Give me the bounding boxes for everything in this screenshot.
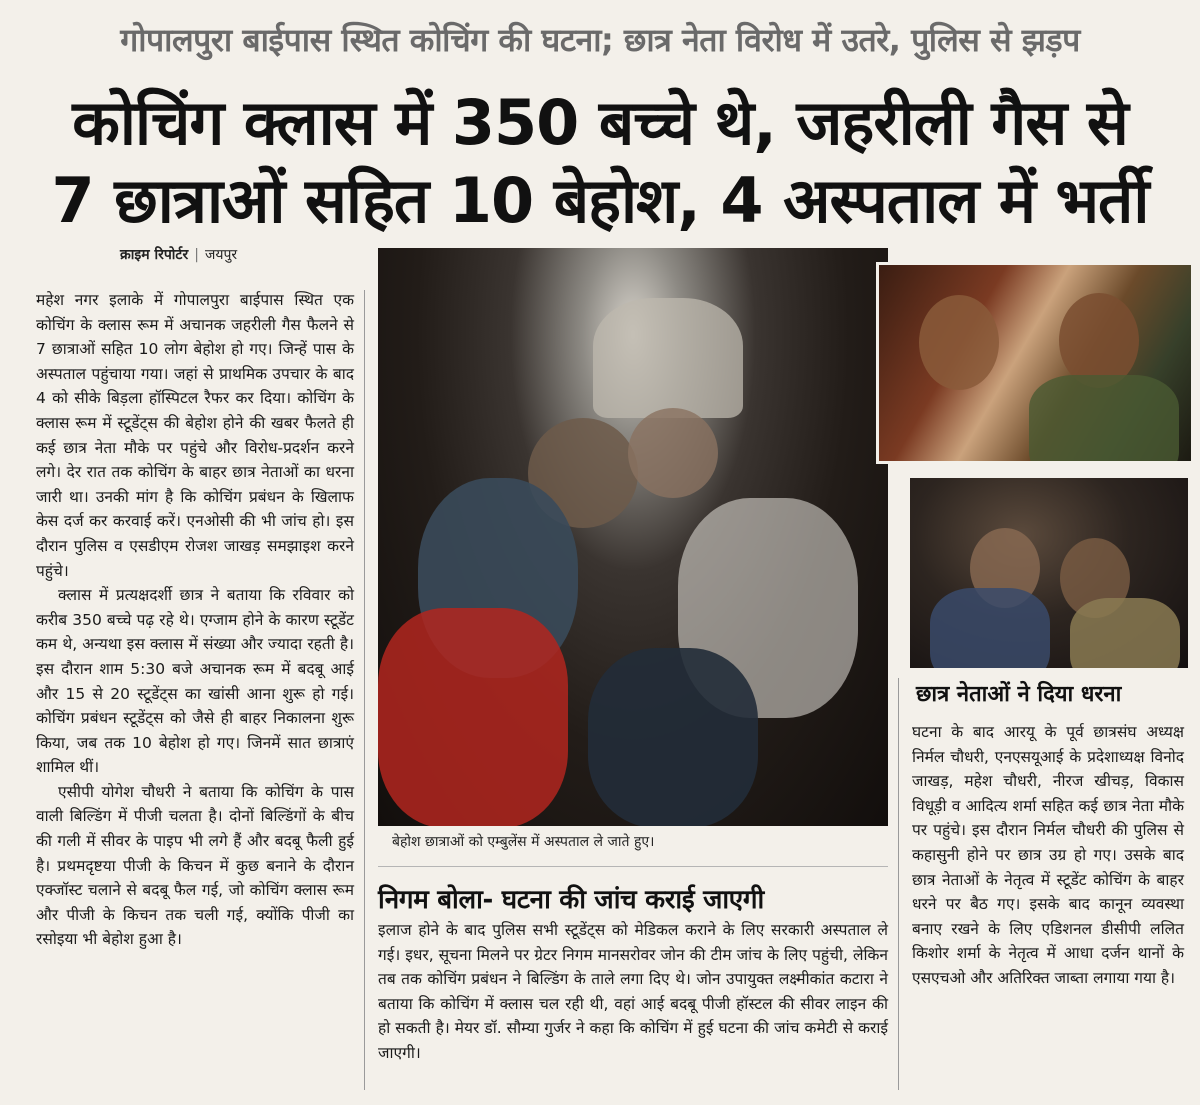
right-paragraph: घटना के बाद आरयू के पूर्व छात्रसंघ अध्यक्ष निर्मल चौधरी, एनएसयूआई के प्रदेशाध्यक्ष विनोद जाखड़, महेश चौधरी, नीरज खीचड़, विकास विधूड़ी व आदित्य शर्मा सहित कई छात्र नेता मौके पर पहुंचे। इस दौरान निर्मल चौधरी की पुलिस से कहासुनी होने पर छात्र उग्र हो गए। उसके बाद छात्र नेताओं के नेतृत्व में स्टूडेंट कोचिंग के बाहर धरने पर बैठ गए। इसके बाद कानून व्यवस्था बनाए रखने के लिए एडिशनल डीसीपी ललित किशोर शर्मा के नेतृत्व में आधा दर्जन थानों के एसएचओ और अतिरिक्त जाब्ता लगाया गया है। bbox=[912, 723, 1184, 987]
left-column-text bbox=[36, 288, 354, 952]
headline-line-1: कोचिंग क्लास में 350 बच्चे थे, जहरीली गैस से bbox=[72, 86, 1128, 159]
byline bbox=[120, 245, 237, 264]
column-divider-left bbox=[364, 290, 365, 1090]
left-paragraph-3: एसीपी योगेश चौधरी ने बताया कि कोचिंग के पास वाली बिल्डिंग में पीजी चलता है। दोनों बिल्डिंगों के बीच की गली में सीवर के पाइप भी लगे हैं और बदबू फैली हुई है। प्रथमदृष्टया पीजी के किचन में कुछ बनाने के दौरान एक्जॉस्ट चलाने से बदबू फैल गई, जो कोचिंग क्लास रूम और पीजी के किचन तक चली गई, क्योंकि पीजी का रसोइया भी बेहोश हुआ है। bbox=[36, 782, 354, 949]
inset-photo-students bbox=[876, 262, 1194, 464]
middle-paragraph: इलाज होने के बाद पुलिस सभी स्टूडेंट्स को मेडिकल कराने के लिए सरकारी अस्पताल ले गई। इधर, सूचना मिलने पर ग्रेटर निगम मानसरोवर जोन की टीम जांच के लिए पहुंची, लेकिन तब तक कोचिंग प्रबंधन ने बिल्डिंग के ताले लगा दिए थे। जोन उपायुक्त लक्ष्मीकांत कटारा ने बताया कि कोचिंग में क्लास चल रही थी, वहां आई बदबू पीजी हॉस्टल की सीवर लाइन की हो सकती है। मेयर डॉ. सौम्या गुर्जर ने कहा कि कोचिंग में हुई घटना की जांच कमेटी से कराई जाएगी। bbox=[378, 921, 888, 1062]
student-face bbox=[919, 295, 999, 390]
caption-divider bbox=[378, 866, 888, 867]
student-face bbox=[1059, 293, 1139, 388]
byline-separator: | bbox=[194, 247, 199, 263]
crowd-figure bbox=[628, 408, 718, 498]
photo-caption: बेहोश छात्राओं को एम्बुलेंस में अस्पताल ले जाते हुए। bbox=[392, 834, 655, 850]
column-divider-right bbox=[898, 678, 899, 1090]
crowd-figure bbox=[588, 648, 758, 826]
left-paragraph-2: क्लास में प्रत्यक्षदर्शी छात्र ने बताया कि रविवार को करीब 350 बच्चे पढ़ रहे थे। एग्जाम होने के कारण स्टूडेंट कम थे, अन्यथा इस क्लास में संख्या और ज्यादा रहती है। इस दौरान शाम 5:30 बजे अचानक रूम में बदबू आई और 15 से 20 स्टूडेंट्स का खांसी आना शुरू हो गई। कोचिंग प्रबंधन स्टूडेंट्स को जैसे ही बाहर निकालना शुरू किया, जब तक 10 बेहोश हो गए। जिनमें सात छात्राएं शामिल थीं। bbox=[36, 586, 354, 777]
headline-line-2: 7 छात्राओं सहित 10 बेहोश, 4 अस्पताल में भर्ती bbox=[51, 164, 1149, 237]
red-jacket-figure bbox=[378, 608, 568, 826]
camouflage-jacket bbox=[1029, 375, 1179, 464]
inset-photo-protest bbox=[910, 478, 1188, 668]
ambulance-door-shape bbox=[593, 298, 743, 418]
byline-reporter: क्राइम रिपोर्टर bbox=[120, 247, 189, 263]
police-uniform bbox=[1070, 598, 1180, 668]
right-column-text bbox=[912, 720, 1184, 991]
middle-column-text bbox=[378, 918, 888, 1066]
right-subheading: छात्र नेताओं ने दिया धरना bbox=[916, 682, 1122, 707]
byline-city: जयपुर bbox=[204, 247, 238, 263]
left-paragraph-1: महेश नगर इलाके में गोपालपुरा बाईपास स्थित एक कोचिंग के क्लास रूम में अचानक जहरीली गैस फैलने से 7 छात्राओं सहित 10 लोग बेहोश हो गए। जिन्हें पास के अस्पताल पहुंचाया गया। जहां से प्राथमिक उपचार के बाद 4 को सीके बिड़ला हॉस्पिटल रैफर कर दिया। कोचिंग के क्लास रूम में स्टूडेंट्स की बेहोश होने की खबर फैलते ही कई छात्र नेता मौके पर पहुंचे और विरोध-प्रदर्शन करने लगे। देर रात तक कोचिंग के बाहर छात्र नेताओं का धरना जारी था। उनकी मांग है कि कोचिंग प्रबंधन के खिलाफ केस दर्ज कर करवाई करें। एनओसी की भी जांच हो। इस दौरान पुलिस व एसडीएम रोजश जाखड़ समझाइश करने पहुंचे। bbox=[36, 291, 354, 580]
protester-body bbox=[930, 588, 1050, 668]
main-photo-ambulance bbox=[378, 248, 888, 826]
middle-subheading: निगम बोला- घटना की जांच कराई जाएगी bbox=[378, 885, 764, 915]
kicker-headline: गोपालपुरा बाईपास स्थित कोचिंग की घटना; छात्र नेता विरोध में उतरे, पुलिस से झड़प bbox=[120, 21, 1080, 59]
